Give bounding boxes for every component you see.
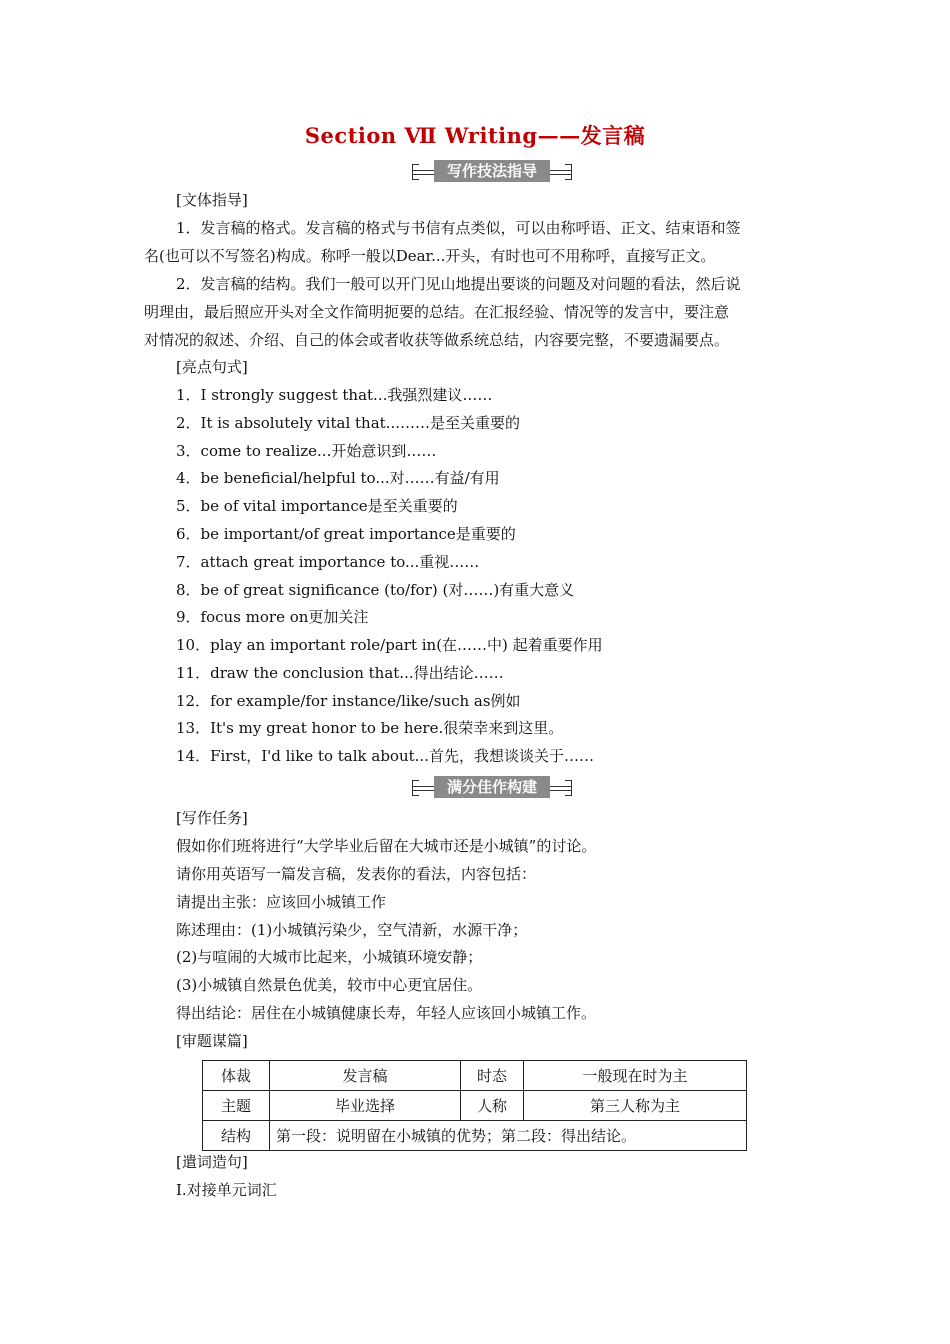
table-cell: 毕业选择 xyxy=(270,1091,461,1121)
table-row xyxy=(203,1121,747,1151)
phrase-item: 7．attach great importance to...重视…… xyxy=(176,553,480,571)
table-row xyxy=(203,1061,747,1091)
task-line: 请你用英语写一篇发言稿，发表你的看法，内容包括： xyxy=(176,865,537,883)
phrase-item: 6．be important/of great importance是重要的 xyxy=(176,525,516,543)
table-cell: 体裁 xyxy=(203,1061,270,1091)
phrase-item: 10．play an important role/part in(在……中) 起着重要作用 xyxy=(176,636,603,654)
phrase-item: 9．focus more on更加关注 xyxy=(176,608,369,626)
task-heading: [写作任务] xyxy=(176,809,248,827)
phrases-heading: [亮点句式] xyxy=(176,358,248,376)
guide-paragraph-2-line-1: 2．发言稿的结构。我们一般可以开门见山地提出要谈的问题及对问题的看法，然后说 xyxy=(176,275,741,293)
phrase-item: 12．for example/for instance/like/such as例如 xyxy=(176,692,521,710)
table-cell: 发言稿 xyxy=(270,1061,461,1091)
guide-paragraph-2-line-2: 明理由，最后照应开头对全文作简明扼要的总结。在汇报经验、情况等的发言中，要注意 xyxy=(144,303,730,321)
phrase-item: 4．be beneficial/helpful to...对……有益/有用 xyxy=(176,469,500,487)
vocab-heading: [遣词造句] xyxy=(176,1153,248,1171)
phrase-item: 5．be of vital importance是至关重要的 xyxy=(176,497,458,515)
task-line: 得出结论：居住在小城镇健康长寿，年轻人应该回小城镇工作。 xyxy=(176,1004,597,1022)
analysis-heading: [审题谋篇] xyxy=(176,1032,248,1050)
phrase-item: 3．come to realize...开始意识到…… xyxy=(176,442,437,460)
phrase-item: 2．It is absolutely vital that...……是至关重要的 xyxy=(176,414,520,432)
table-cell: 结构 xyxy=(203,1121,270,1151)
vocab-subheading: Ⅰ.对接单元词汇 xyxy=(176,1181,277,1199)
banner-label: 写作技法指导 xyxy=(434,160,550,182)
table-cell: 时态 xyxy=(461,1061,524,1091)
analysis-table xyxy=(202,1060,747,1151)
guide-paragraph-2-line-3: 对情况的叙述、介绍、自己的体会或者收获等做系统总结，内容要完整，不要遗漏要点。 xyxy=(144,331,730,349)
table-cell: 人称 xyxy=(461,1091,524,1121)
guide-heading: [文体指导] xyxy=(176,191,248,209)
task-line: 陈述理由：(1)小城镇污染少，空气清新，水源干净； xyxy=(176,921,528,939)
task-line: 假如你们班将进行“大学毕业后留在大城市还是小城镇”的讨论。 xyxy=(176,837,597,855)
banner-label: 满分佳作构建 xyxy=(434,776,550,798)
task-line: (3)小城镇自然景色优美，较市中心更宜居住。 xyxy=(176,976,483,994)
section-banner-model-essay xyxy=(412,776,572,798)
task-line: 请提出主张：应该回小城镇工作 xyxy=(176,893,387,911)
table-cell: 第一段：说明留在小城镇的优势；第二段：得出结论。 xyxy=(270,1121,747,1151)
phrase-item: 13．It's my great honor to be here.很荣幸来到这里。 xyxy=(176,719,564,737)
table-cell: 第三人称为主 xyxy=(524,1091,747,1121)
phrase-item: 1．I strongly suggest that...我强烈建议…… xyxy=(176,386,493,404)
page-title: Section Ⅶ Writing——发言稿 xyxy=(304,123,646,148)
guide-paragraph-1-line-2: 名(也可以不写签名)构成。称呼一般以Dear...开头，有时也可不用称呼，直接写正文。 xyxy=(144,247,716,265)
guide-paragraph-1-line-1: 1．发言稿的格式。发言稿的格式与书信有点类似，可以由称呼语、正文、结束语和签 xyxy=(176,219,741,237)
table-row xyxy=(203,1091,747,1121)
table-cell: 主题 xyxy=(203,1091,270,1121)
phrase-item: 8．be of great significance (to/for) (对……)有重大意义 xyxy=(176,581,575,599)
task-line: (2)与喧闹的大城市比起来，小城镇环境安静； xyxy=(176,948,483,966)
phrase-item: 14．First，I'd like to talk about...首先，我想谈谈关于…… xyxy=(176,747,594,765)
phrase-item: 11．draw the conclusion that...得出结论…… xyxy=(176,664,504,682)
table-cell: 一般现在时为主 xyxy=(524,1061,747,1091)
section-banner-writing-skills xyxy=(412,160,572,182)
